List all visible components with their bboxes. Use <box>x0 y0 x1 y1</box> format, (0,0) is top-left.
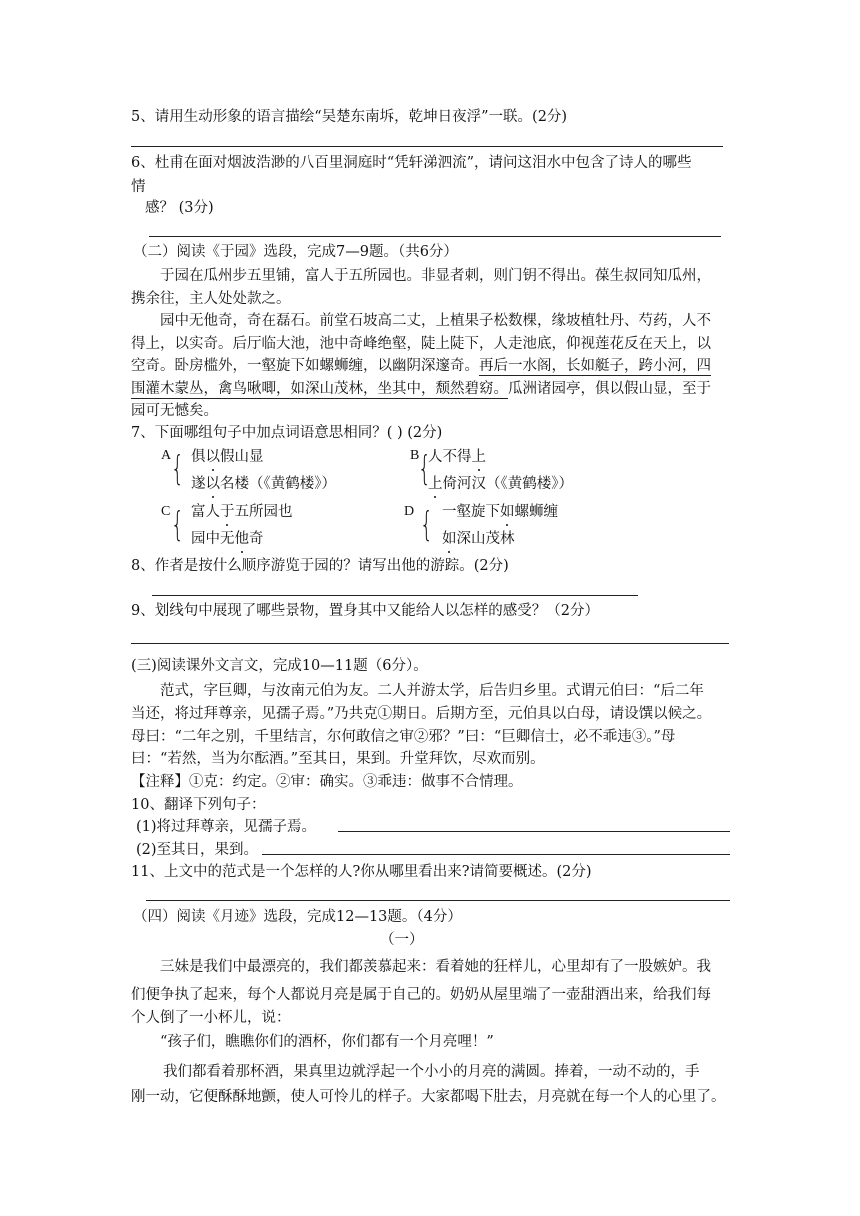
option-b-sentence-1: 人不得上 <box>428 449 486 465</box>
underlined-sentence: 围灌木蒙丛，禽鸟啾唧，如深山茂林，坐其中，颓然碧窈。 <box>131 381 508 397</box>
option-d-sentence-1: 一壑旋下如螺蛳缠 <box>442 504 558 520</box>
option-a-brace: { <box>171 449 184 489</box>
underlined-sentence: 再后一水阁，长如艇子，跨小河，四 <box>479 358 711 374</box>
answer-line-11[interactable] <box>146 900 730 901</box>
section-2-paragraph-2-line-4 <box>131 379 711 399</box>
section-4-quote: “孩子们，瞧瞧你们的酒杯，你们都有一个月亮哩！” <box>160 1034 494 1050</box>
question-5: 5、请用生动形象的语言描绘“吴楚东南坼，乾坤日夜浮”一联。(2分) <box>131 109 568 125</box>
option-b-brace: { <box>418 449 431 489</box>
question-7: 7、下面哪组句子中加点词语意思相同？( ) (2分) <box>131 425 443 441</box>
section-3-line-2: 当还，将过拜尊亲，见孺子焉。”乃共克①期日。后期方至，元伯具以白母，请设馔以候之。 <box>131 706 712 722</box>
section-4-paragraph-1-line-2: 们便争执了起来，每个人都说月亮是属于自己的。奶奶从屋里端了一壶甜酒出来，给我们每 <box>131 987 711 1003</box>
section-2-paragraph-2-line-2: 得上，以实奇。后厅临大池，池中奇峰绝壑，陡上陡下，人走池底，仰视莲花反在天上，以 <box>131 336 711 352</box>
section-3-line-1: 范式，字巨卿，与汝南元伯为友。二人并游太学，后告归乡里。式谓元伯曰：“后二年 <box>160 683 704 699</box>
option-b-label[interactable]: B <box>410 448 420 463</box>
question-11: 11、上文中的范式是一个怎样的人?你从哪里看出来?请简要概述。(2分) <box>131 864 592 880</box>
section-4-paragraph-1-line-1: 三妹是我们中最漂亮的，我们都羡慕起来：看着她的狂样儿，心里却有了一股嫉妒。我 <box>160 959 711 975</box>
option-a-sentence-2: 遂以名楼（《黄鹤楼》） <box>191 476 336 492</box>
question-10-item-2: (2)至其日，果到。 <box>136 842 259 858</box>
answer-line-10-1[interactable] <box>338 831 730 832</box>
question-9: 9、划线句中展现了哪些景物，置身其中又能给人以怎样的感受？（2分） <box>131 603 599 619</box>
option-d-sentence-2: 如深山茂林 <box>442 531 515 547</box>
section-4-paragraph-1-line-3: 个人倒了一小杯儿，说： <box>131 1010 291 1026</box>
option-d-label[interactable]: D <box>404 504 415 519</box>
section-2-paragraph-1-line-2: 携余往，主人处处款之。 <box>131 291 291 307</box>
answer-line-9[interactable] <box>131 643 729 644</box>
question-10-item-1: (1)将过拜尊亲，见孺子焉。 <box>136 819 317 835</box>
section-2-header: （二）阅读《于园》选段，完成7—9题。（共6分） <box>133 244 458 260</box>
answer-line-5[interactable] <box>131 146 723 147</box>
option-c-brace: { <box>171 505 184 545</box>
section-3-notes: 【注释】①克：约定。②审：确实。③乖违：做事不合情理。 <box>131 774 523 790</box>
option-c-sentence-1: 富人于五所园也 <box>191 504 293 520</box>
section-3-header: (三)阅读课外文言文，完成10—11题（6分）。 <box>131 658 428 674</box>
section-4-paragraph-2-line-1: 我们都看着那杯酒，果真里边就浮起一个小小的月亮的满圆。捧着，一动不动的，手 <box>163 1064 700 1080</box>
passage-text: 瓜洲诸园亭，俱以假山显，至于 <box>508 381 711 397</box>
answer-line-6[interactable] <box>149 236 721 237</box>
question-6-line-2: 情 <box>131 179 146 195</box>
option-a-sentence-1: 俱以假山显 <box>191 449 264 465</box>
question-10: 10、翻译下列句子： <box>131 797 266 813</box>
section-4-paragraph-2-line-2: 刚一动，它便酥酥地颤，使人可怜儿的样子。大家都喝下肚去，月亮就在每一个人的心里了。 <box>131 1089 726 1105</box>
question-6-line-1: 6、杜甫在面对烟波浩渺的八百里洞庭时“凭轩涕泗流”，请问这泪水中包含了诗人的哪些 <box>131 155 692 171</box>
question-6-line-3: 感？ (3分) <box>145 200 214 216</box>
section-3-line-3: 母曰：“二年之别，千里结言，尔何敢信之审②邪？”曰：“巨卿信士，必不乖违③。”母 <box>131 729 676 745</box>
section-4-header: （四）阅读《月迹》选段，完成12—13题。（4分） <box>133 909 462 925</box>
section-2-paragraph-2-line-1: 园中无他奇，奇在磊石。前堂石坡高二丈，上植果子松数棵，缘坡植牡丹、芍药，人不 <box>160 313 711 329</box>
section-2-paragraph-1-line-1: 于园在瓜州步五里铺，富人于五所园也。非显者刺，则门钥不得出。葆生叔同知瓜州， <box>160 268 711 284</box>
answer-line-8[interactable] <box>152 595 638 596</box>
passage-text: 空奇。卧房槛外，一壑旋下如螺蛳缠，以幽阴深邃奇。 <box>131 358 479 374</box>
section-2-paragraph-2-line-5: 园可无憾矣。 <box>131 403 218 419</box>
section-2-paragraph-2-line-3 <box>131 356 711 376</box>
question-8: 8、作者是按什么顺序游览于园的？请写出他的游踪。(2分) <box>131 558 509 574</box>
option-c-label[interactable]: C <box>161 504 171 519</box>
answer-line-10-2[interactable] <box>262 854 730 855</box>
option-b-sentence-2: 上倚河汉（《黄鹤楼》） <box>428 476 573 492</box>
option-d-brace: { <box>420 505 433 545</box>
section-3-line-4: 曰：“若然，当为尔酝酒。”至其日，果到。升堂拜饮，尽欢而别。 <box>131 751 545 767</box>
option-c-sentence-2: 园中无他奇 <box>191 531 264 547</box>
section-4-subheader: （一） <box>380 932 424 948</box>
option-a-label[interactable]: A <box>161 448 172 463</box>
